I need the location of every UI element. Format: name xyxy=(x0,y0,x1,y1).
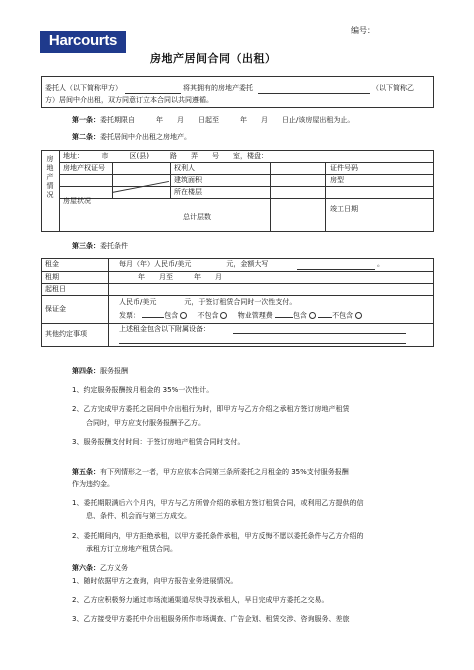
start-date-label: 起租日 xyxy=(45,285,66,293)
house-type-label: 房型 xyxy=(330,176,344,184)
article4-item: 2、乙方完成甲方委托之居间中介出租行为时，即甲方与乙方介绍之承租方签订房地产租赁 xyxy=(72,405,350,413)
deposit-value: 人民币/美元 元，于签订租赁合同时一次性支付。 xyxy=(119,298,297,306)
logo-underline xyxy=(40,51,126,53)
tax-excl: 不包含 xyxy=(197,311,219,320)
cert-no-label: 房地产权证号 xyxy=(63,164,105,172)
article6-title: 乙方义务 xyxy=(100,564,128,572)
article4-item: 3、服务报酬支付时间：于签订房地产租赁合同时支付。 xyxy=(72,438,245,446)
checkbox-circle[interactable] xyxy=(355,312,362,319)
floor-label: 所在楼层 xyxy=(174,188,202,196)
fee-excl: 不包含 xyxy=(332,311,354,320)
article6-item: 1、随时依据甲方之查询，向甲方报告业务进展情况。 xyxy=(72,577,238,585)
article1-label: 第一条： xyxy=(72,116,100,124)
article4-label: 第四条： xyxy=(72,367,100,375)
article6 xyxy=(72,565,128,572)
property-side-label xyxy=(44,155,56,200)
serial-number-label: 编号： xyxy=(351,26,375,35)
rent-period: 。 xyxy=(377,260,384,268)
license-no-label: 证件号码 xyxy=(330,164,358,172)
fee-incl: 包含 xyxy=(292,311,307,320)
lease-term-label: 租期 xyxy=(45,273,59,281)
article5 xyxy=(72,469,349,476)
article2-label: 第二条： xyxy=(72,133,100,141)
equipment-blank xyxy=(233,333,406,334)
agent-label: （以下简称乙 xyxy=(372,84,414,92)
article2 xyxy=(72,134,191,141)
article6-label: 第六条： xyxy=(72,564,100,572)
lease-term-value: 年 月至 年 月 xyxy=(138,273,222,281)
rent-value: 每月（年）人民币/美元 元，金额大写 xyxy=(119,260,269,268)
owner-label: 权利人 xyxy=(174,164,195,172)
equipment-blank-2 xyxy=(119,343,406,344)
side-char: 地 xyxy=(46,164,54,172)
article5-line: 作为违约金。 xyxy=(72,480,114,488)
article5-line: 有下列情形之一者，甲方应依本合同第三条所委托之月租金的 35%支付服务报酬 xyxy=(100,468,349,476)
article4-item: 1、约定服务报酬按月租金的 35%一次性计。 xyxy=(72,386,214,394)
article5-item: 2、委托期间内，甲方拒绝承租，以甲方委托条件承租，甲方反悔不愿以委托条件与乙方介绍的 xyxy=(72,532,364,540)
invoice-label: 发票： xyxy=(119,311,140,320)
other-terms-label: 其他约定事项 xyxy=(45,330,87,338)
article3-text: 委托条件 xyxy=(100,242,128,250)
article4-title: 服务报酬 xyxy=(100,367,128,375)
harcourts-logo: Harcourts xyxy=(40,31,126,51)
tax-incl: 包含 xyxy=(164,311,179,320)
entrust-text: 将其拥有的房地产委托 xyxy=(183,84,253,92)
deposit-label: 保证金 xyxy=(45,305,66,313)
article4 xyxy=(72,368,128,375)
article5-item: 息、条件、机会而与第三方成交。 xyxy=(86,512,191,520)
article5-item: 1、委托期限满后六个月内，甲方与乙方所曾介绍的承租方签订租赁合同，或利用乙方提供的信 xyxy=(72,499,364,507)
checkbox-circle[interactable] xyxy=(220,312,227,319)
rent-label: 租金 xyxy=(45,260,59,268)
address-field: 地址： 市 区(县) 路 弄 号 室，楼盘： xyxy=(63,152,268,160)
article1 xyxy=(72,117,354,124)
article3 xyxy=(72,243,128,250)
status-label: 房屋状况 xyxy=(63,197,91,205)
rent-amount-blank xyxy=(297,269,375,270)
article3-label: 第三条： xyxy=(72,242,100,250)
invoice-row xyxy=(119,312,362,320)
article4-item: 合同时，甲方应支付服务报酬予乙方。 xyxy=(86,419,205,427)
completion-date-label: 竣工日期 xyxy=(330,205,358,213)
article1-text: 委托期限自 年 月 日起至 年 月 日止/该房屋出租为止。 xyxy=(100,116,355,124)
client-blank xyxy=(125,93,181,94)
agreement-text: 方）居间中介出租，双方同意订立本合同以共同遵循。 xyxy=(45,96,213,104)
side-char: 情 xyxy=(46,182,54,190)
article5-item: 承租方订立房地产租赁合同。 xyxy=(86,545,177,553)
article2-text: 委托居间中介出租之房地产。 xyxy=(100,133,191,141)
client-label: 委托人（以下简称甲方） xyxy=(45,84,122,92)
page-title: 房地产居间合同（出租） xyxy=(150,52,277,65)
article6-item: 3、乙方接受甲方委托中介出租服务所作市场调查、广告企划、租赁交涉、咨询服务、差旅 xyxy=(72,615,350,623)
agent-blank xyxy=(258,93,370,94)
article5-label: 第五条： xyxy=(72,468,100,476)
side-char: 房 xyxy=(46,155,54,163)
checkbox-circle[interactable] xyxy=(309,312,316,319)
checkbox-circle[interactable] xyxy=(180,312,187,319)
area-label: 建筑面积 xyxy=(174,176,202,184)
article6-item: 2、乙方应积极努力通过市场流通渠道尽快寻找承租人，早日完成甲方委托之交易。 xyxy=(72,596,329,604)
other-terms-value: 上述租金包含以下附属设备： xyxy=(119,325,210,333)
property-fee-label: 物业管理费 xyxy=(237,311,273,320)
total-floors-label: 总计层数 xyxy=(183,213,211,221)
side-char: 产 xyxy=(46,173,54,181)
side-char: 况 xyxy=(46,191,54,199)
